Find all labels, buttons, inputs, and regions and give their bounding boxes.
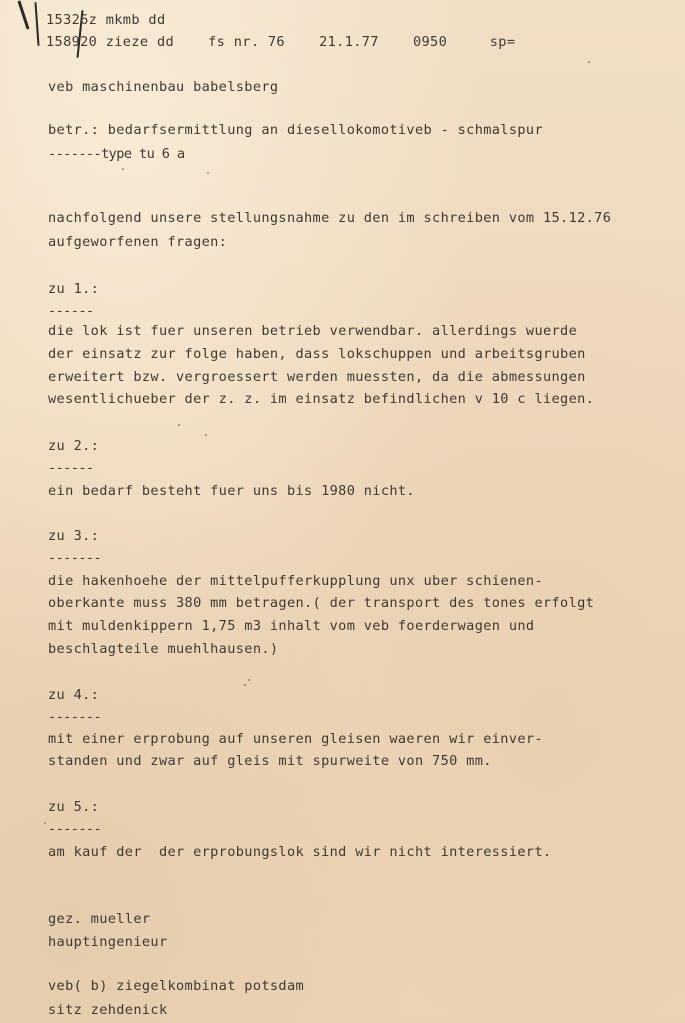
answer-3-line: die hakenhoehe der mittelpufferkupplung unx uber schienen- <box>48 573 543 589</box>
answer-4-line: mit einer erprobung auf unseren gleisen waeren wir einver- <box>48 731 543 747</box>
signature-name: gez. mueller <box>48 911 151 927</box>
handwritten-pen-mark <box>34 2 39 46</box>
answer-1-line: erweitert bzw. vergroessert werden muessten, da die abmessungen <box>48 369 586 385</box>
answer-2-line: ein bedarf besteht fuer uns bis 1980 nicht. <box>48 483 415 499</box>
question-4-underline: ------- <box>48 709 102 725</box>
answer-3-line: oberkante muss 380 mm betragen.( der transport des tones erfolgt <box>48 595 595 611</box>
question-2-heading: zu 2.: <box>48 438 100 454</box>
answer-3-line: mit muldenkippern 1,75 m3 inhalt vom veb foerderwagen und <box>48 618 535 634</box>
answer-1-line: die lok ist fuer unseren betrieb verwendbar. allerdings wuerde <box>48 323 578 339</box>
question-1-heading: zu 1.: <box>48 281 100 297</box>
intro-paragraph-line: aufgeworfenen fragen: <box>48 234 228 250</box>
question-2-underline: ------ <box>48 460 94 476</box>
paper-speck <box>248 679 250 681</box>
sender-location: sitz zehdenick <box>48 1002 168 1018</box>
paper-speck <box>244 684 246 686</box>
paper-speck <box>588 61 590 63</box>
answer-4-line: standen und zwar auf gleis mit spurweite von 750 mm. <box>48 753 492 769</box>
answer-3-line: beschlagteile muehlhausen.) <box>48 641 279 657</box>
intro-paragraph-line: nachfolgend unsere stellungsnahme zu den im schreiben vom 15.12.76 <box>48 210 612 226</box>
question-5-underline: ------- <box>48 821 102 837</box>
question-1-underline: ------ <box>48 303 94 319</box>
paper-speck <box>122 168 124 170</box>
subject-type-line: -------type tu 6 a <box>48 146 185 162</box>
answer-1-line: wesentlichueber der z. z. im einsatz befindlichen v 10 c liegen. <box>48 391 595 407</box>
paper-speck <box>205 434 207 436</box>
paper-speck <box>178 424 180 426</box>
handwritten-pen-mark <box>17 0 29 29</box>
question-3-underline: ------- <box>48 550 102 566</box>
sender-organization: veb( b) ziegelkombinat potsdam <box>48 978 305 994</box>
telex-header-line-2: 158920 zieze dd fs nr. 76 21.1.77 0950 sp= <box>46 34 516 50</box>
answer-1-line: der einsatz zur folge haben, dass lokschuppen und arbeitsgruben <box>48 346 586 362</box>
paper-speck <box>44 822 46 824</box>
telex-header-line-1: 15326z mkmb dd <box>46 12 166 28</box>
signature-title: hauptingenieur <box>48 934 168 950</box>
question-4-heading: zu 4.: <box>48 687 100 703</box>
recipient-line: veb maschinenbau babelsberg <box>48 79 279 95</box>
paper-speck <box>207 172 209 174</box>
answer-5-line: am kauf der der erprobungslok sind wir nicht interessiert. <box>48 844 552 860</box>
question-3-heading: zu 3.: <box>48 528 100 544</box>
question-5-heading: zu 5.: <box>48 799 100 815</box>
subject-line: betr.: bedarfsermittlung an diesellokomotiveb - schmalspur <box>48 122 543 138</box>
